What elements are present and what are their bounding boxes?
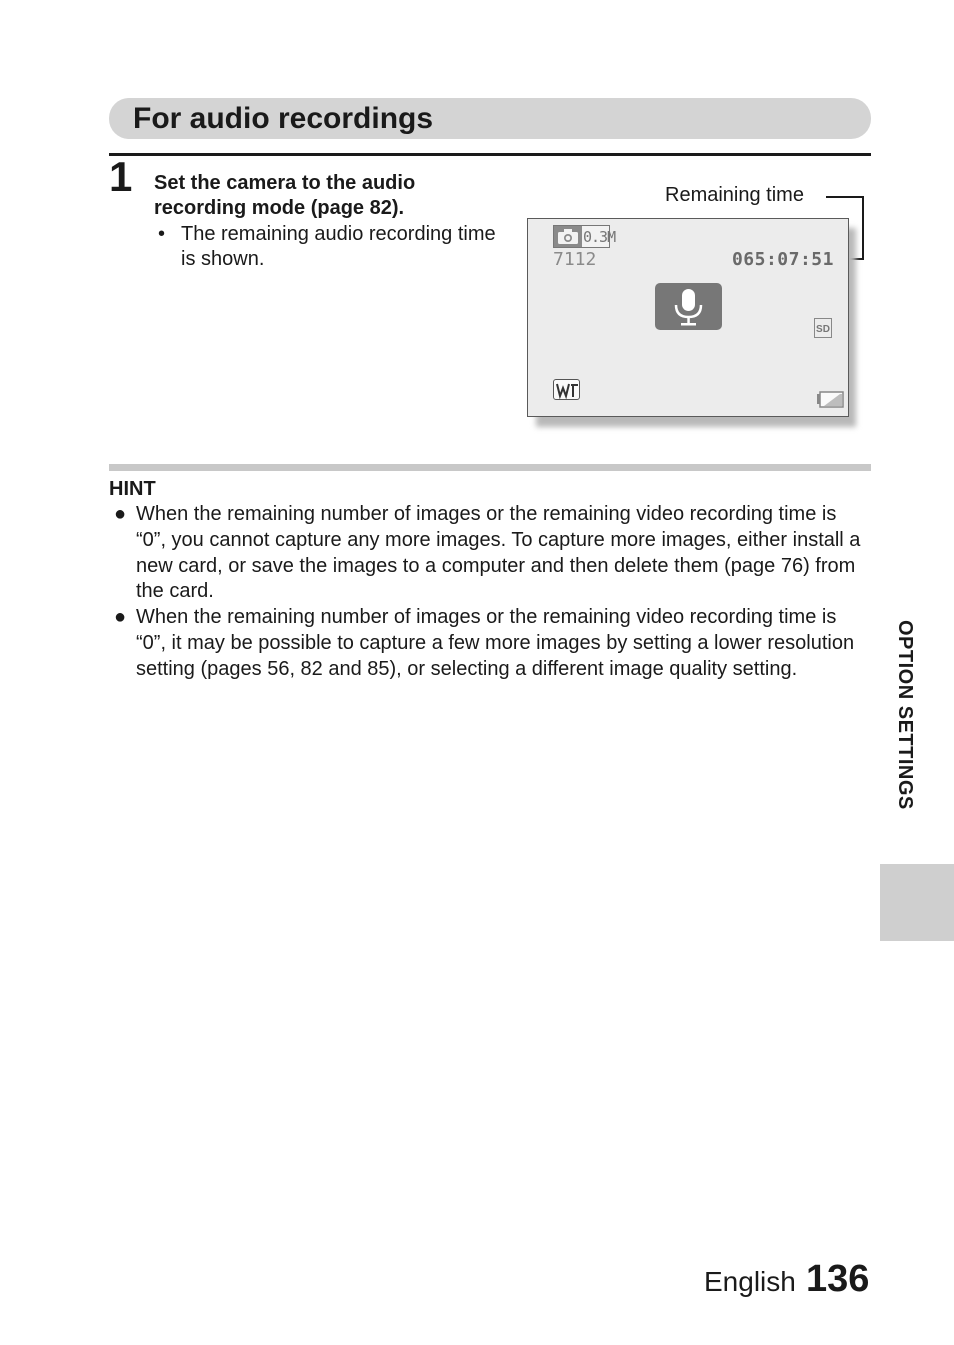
callout-line-top <box>826 196 863 198</box>
hint-title: HINT <box>109 478 156 500</box>
hint-item-text: When the remaining number of images or the remaining video recording time is “0”, it may be possible to capture a few more images by setting a lower resolution setting (pages 56, 82 and 85), or selecting a different image quality setting. <box>136 606 855 680</box>
hint-item-text: When the remaining number of images or the remaining video recording time is “0”, you cannot capture any more images. To capture more images, either install a new card, or save the images to a computer and then delete them (page 76) from the card. <box>136 503 861 603</box>
resolution-indicator <box>553 225 616 248</box>
camera-screen <box>527 218 849 417</box>
remaining-time-value: 065:07:51 <box>731 249 834 270</box>
remaining-time-callout: Remaining time <box>665 184 804 206</box>
side-tab <box>880 864 954 941</box>
page-number: 136 <box>806 1258 870 1300</box>
sd-card-icon: SD <box>814 318 832 338</box>
remaining-count: 7112 <box>553 249 597 270</box>
hint-rule <box>109 464 871 471</box>
side-section-label: OPTION SETTINGS <box>894 620 916 810</box>
camera-icon <box>554 226 582 247</box>
bullet-mark: • <box>158 223 166 245</box>
white-balance-icon <box>553 379 580 400</box>
resolution-value: 0.3M <box>583 228 616 246</box>
section-title: For audio recordings <box>133 102 434 135</box>
callout-line-vertical <box>862 196 864 260</box>
hint-bullet: ● <box>114 606 127 628</box>
section-header <box>109 98 871 139</box>
hint-bullet: ● <box>114 503 127 525</box>
battery-icon <box>816 391 844 409</box>
microphone-icon <box>655 283 722 330</box>
step-title: Set the camera to the audio recording mode (page 82). <box>154 172 416 219</box>
step-number: 1 <box>109 153 133 200</box>
step-bullet-text: The remaining audio recording time is shown. <box>181 223 496 270</box>
section-rule <box>109 153 871 156</box>
footer-language: English <box>704 1266 796 1297</box>
